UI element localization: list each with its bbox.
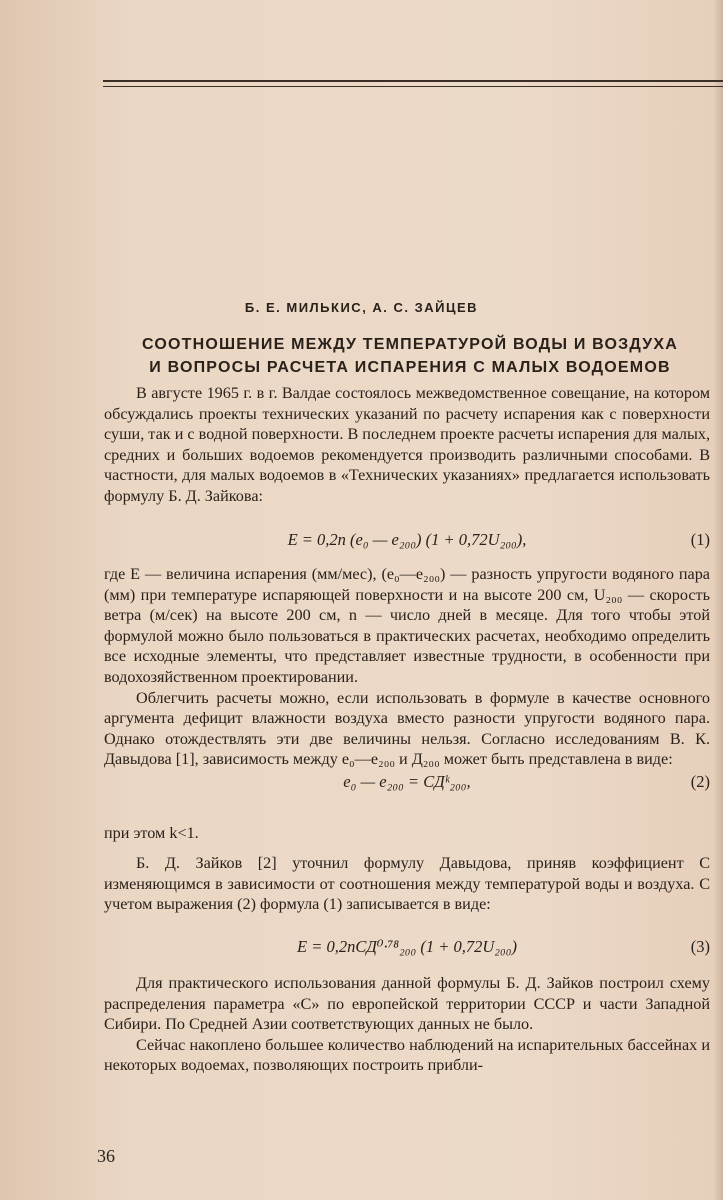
paragraph: при этом k<1. — [104, 824, 199, 842]
formula-expression: E = 0,2n (e₀ — e₂₀₀) (1 + 0,72U₂₀₀), — [287, 530, 527, 549]
formula-expression: e₀ — e₂₀₀ = CДᵏ₂₀₀, — [343, 772, 471, 791]
formula-expression: E = 0,2nCД⁰·⁷⁸₂₀₀ (1 + 0,72U₂₀₀) — [296, 937, 517, 956]
paragraph-intro — [104, 383, 710, 507]
paragraph: Для практического использования данной формулы Б. Д. Зайков построил схему распределения параметра «С» по европейской территории СССР и части Западной Сибири. По Средней Азии соответствующих данных не было. — [104, 974, 710, 1034]
paragraph-definitions — [104, 564, 710, 770]
paragraph: где E — величина испарения (мм/мес), (e₀—e₂₀₀) — разность упругости водяного пара (мм) при температуре испаряющей поверхности и на высоте 200 см, U₂₀₀ — скорость ветра (м/сек) на высоте 200 см, n — число дней в месяце. Для того чтобы этой формулой можно было пользоваться в практических расчетах, необходимо определить все исходные элементы, что представляет известные трудности, в особенности при водохозяйственном проектировании. — [104, 565, 710, 686]
formula-number: (1) — [690, 530, 710, 549]
header-rule — [103, 80, 723, 82]
header-rule-thin — [103, 86, 723, 87]
title-line-1: СООТНОШЕНИЕ МЕЖДУ ТЕМПЕРАТУРОЙ ВОДЫ И ВОЗДУХА — [142, 336, 678, 353]
page-number: 36 — [97, 1146, 115, 1166]
title-line-2: И ВОПРОСЫ РАСЧЕТА ИСПАРЕНИЯ С МАЛЫХ ВОДОЕМОВ — [149, 359, 671, 376]
page-edge-shadow — [713, 0, 723, 1200]
formula-number: (3) — [690, 937, 710, 956]
paragraph-condition — [104, 823, 710, 844]
paragraph: Сейчас накоплено большее количество наблюдений на испарительных бассейнах и некоторых водоемах, позволяющих построить прибли- — [104, 1035, 710, 1075]
paragraph: Б. Д. Зайков [2] уточнил формулу Давыдова, приняв коэффициент C изменяющимся в зависимости от соотношения между температурой воды и воздуха. С учетом выражения (2) формула (1) записывается в виде: — [104, 854, 710, 914]
article-title — [100, 333, 720, 379]
paragraph-closing — [104, 973, 710, 1076]
paragraph: Облегчить расчеты можно, если использовать в формуле в качестве основного аргумента дефицит влажности воздуха вместо разности упругости водяного пара. Однако отождествлять эти две величины нельзя. Согласно исследованиям В. К. Давыдова [1], зависимость между e₀—e₂₀₀ и Д₂₀₀ может быть представлена в виде: — [104, 688, 710, 769]
formula-number: (2) — [690, 772, 710, 791]
paragraph-zaikov — [104, 853, 710, 915]
paragraph: В августе 1965 г. в г. Валдае состоялось межведомственное совещание, на котором обсуждались проекты технических указаний по расчету испарения как с поверхности суши, так и с водной поверхности. В последнем проекте расчеты испарения для малых, средних и больших водоемов рекомендуется производить различными способами. В частности, для малых водоемов в «Технических указаниях» предлагается использовать формулу Б. Д. Зайкова: — [104, 384, 710, 505]
article-authors: Б. Е. МИЛЬКИС, А. С. ЗАЙЦЕВ — [244, 300, 479, 315]
